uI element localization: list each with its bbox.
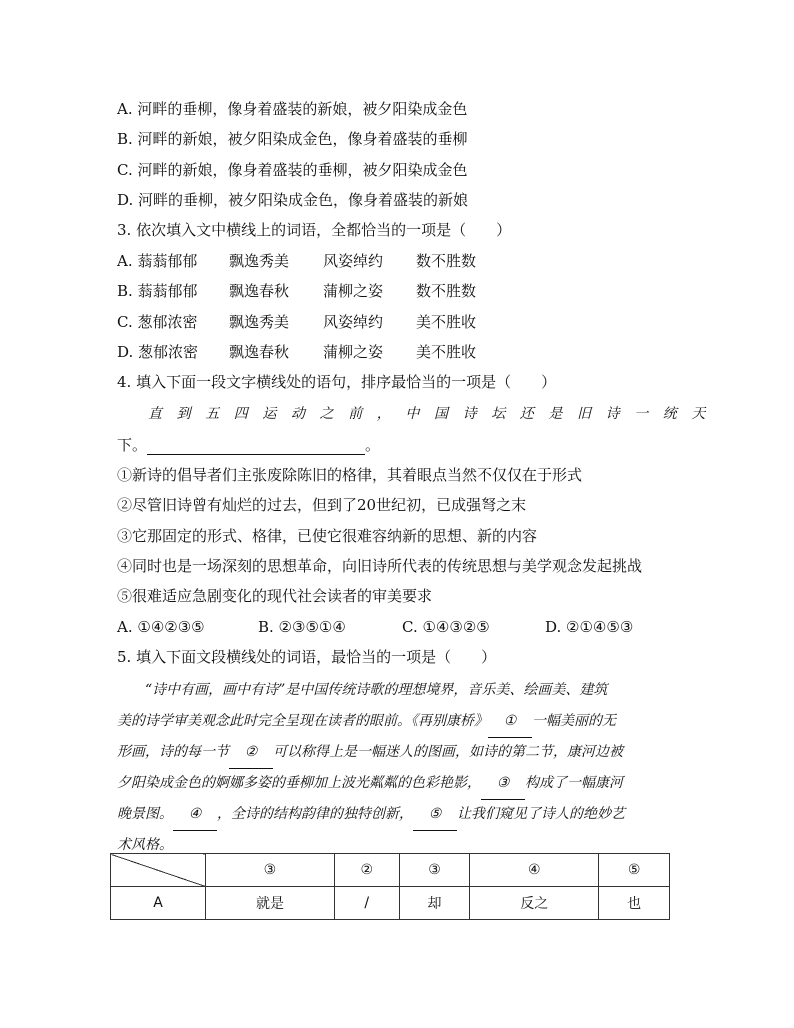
table-header-cell: ④	[470, 854, 599, 887]
q5-passage-line3: 形画，诗的每一节 ② 可以称得上是一幅迷人的图画，如诗的第二节，康河边被	[117, 737, 677, 769]
q4-item-3: ③它那固定的形式、格律，已使它很难容纳新的思想、新的内容	[117, 527, 538, 545]
q4-item-5: ⑤很难适应急剧变化的现代社会读者的审美要求	[117, 587, 433, 605]
q5-stem: 5. 填入下面文段横线处的词语，最恰当的一项是（ ）	[117, 648, 497, 666]
q4-item-4: ④同时也是一场深刻的思想革命，向旧诗所代表的传统思想与美学观念发起挑战	[117, 557, 643, 575]
table-header-cell: ③	[399, 854, 470, 887]
q5-passage-line1: “诗中有画，画中有诗”是中国传统诗歌的理想境界，音乐美、绘画美、建筑	[145, 682, 608, 698]
table-cell: /	[334, 887, 399, 920]
q4-passage-line1: 直到五四运动之前，中国诗坛还是旧诗一统天	[148, 406, 720, 422]
table-row-label: A	[111, 887, 206, 920]
q5-passage-line5: 晚景图。 ④ ，全诗的结构韵律的独特创新， ⑤ 让我们窥见了诗人的绝妙艺	[117, 799, 677, 831]
q4-item-2: ②尽管旧诗曾有灿烂的过去，但到了20世纪初，已成强弩之末	[117, 496, 527, 514]
q4-choice-a: A. ①④②③⑤	[117, 618, 205, 636]
q5-passage-line4: 夕阳染成金色的婀娜多姿的垂柳加上波光粼粼的色彩艳影， ③ 构成了一幅康河	[117, 768, 677, 800]
q5-passage-line6: 术风格。	[117, 837, 173, 853]
table-header-row	[111, 854, 670, 887]
table-cell: 却	[399, 887, 470, 920]
table-corner-cell	[111, 854, 206, 887]
q5-answer-table	[110, 853, 670, 920]
q2-option-b: B. 河畔的新娘，被夕阳染成金色，像身着盛装的垂柳	[117, 130, 468, 148]
q2-option-c: C. 河畔的新娘，像身着盛装的垂柳，被夕阳染成金色	[117, 161, 468, 179]
q4-choice-d: D. ②①④⑤③	[545, 618, 634, 636]
q4-passage-line2: 下。 。	[117, 436, 381, 454]
q5-blank-4: ④	[173, 799, 217, 831]
table-row	[111, 887, 670, 920]
q5-blank-2: ②	[229, 737, 273, 769]
q4-item-1: ①新诗的倡导者们主张废除陈旧的格律，其着眼点当然不仅仅在于形式	[117, 466, 583, 484]
q5-blank-1: ①	[488, 706, 532, 738]
table-header-cell: ⑤	[599, 854, 670, 887]
q5-blank-5: ⑤	[413, 799, 457, 831]
q4-stem: 4. 填入下面一段文字横线处的语句，排序最恰当的一项是（ ）	[117, 373, 557, 391]
table-cell: 反之	[470, 887, 599, 920]
table-cell: 也	[599, 887, 670, 920]
q4-choice-c: C. ①④③②⑤	[402, 618, 490, 636]
q4-choice-b: B. ②③⑤①④	[258, 618, 346, 636]
q3-stem: 3. 依次填入文中横线上的词语，全都恰当的一项是（ ）	[117, 221, 512, 239]
table-header-cell: ③	[206, 854, 335, 887]
q4-fill-blank	[147, 438, 365, 455]
q2-option-a: A. 河畔的垂柳，像身着盛装的新娘，被夕阳染成金色	[117, 100, 468, 118]
q5-passage-line2: 美的诗学审美观念此时完全呈现在读者的眼前。《再别康桥》 ① 一幅美丽的无	[117, 706, 677, 738]
q5-blank-3: ③	[481, 768, 525, 800]
q2-option-d: D. 河畔的垂柳，被夕阳染成金色，像身着盛装的新娘	[117, 191, 469, 209]
table-header-cell: ②	[334, 854, 399, 887]
table-cell: 就是	[206, 887, 335, 920]
document-page: A. 河畔的垂柳，像身着盛装的新娘，被夕阳染成金色 B. 河畔的新娘，被夕阳染成金色，像身着盛装的垂柳 C. 河畔的新娘，像身着盛装的垂柳，被夕阳染成金色 D. 河畔的垂柳，被夕阳染成金色，像身着盛装的新娘 3. 依次填入文中横线上的词语，全都恰当的一项是（ ） A. 蓊蓊郁郁 飘逸秀美 风姿绰约 数不胜数 B. 蓊蓊郁郁 飘逸春秋 蒲柳之姿 数不胜数 C. 葱郁浓密 飘逸秀美 风姿绰约 美不胜收 D. 葱郁浓密 飘逸春秋 蒲柳之姿 美不胜收 4. 填入下面一段文字横线处的语句，排序最恰当的一项是（ ） 直到五四运动之前，中国诗坛还是旧诗一统天 下。 。 ①新诗的倡导者们主张废除陈旧的格律，其着眼点当然不仅仅在于形式 ②尽管旧诗曾有灿烂的过去，但到了20世纪初，已成强弩之末 ③它那固定的形式、格律，已使它很难容纳新的思想、新的内容 ④同时也是一场深刻的思想革命，向旧诗所代表的传统思想与美学观念发起挑战 ⑤很难适应急剧变化的现代社会读者的审美要求 A. ①④②③⑤ B. ②③⑤①④ C. ①④③②⑤ D. ②①④⑤③ 5. 填入下面文段横线处的词语，最恰当的一项是（ ） “诗中有画，画中有诗”是中国传统诗歌的理想境界，音乐美、绘画美、建筑 美的诗学审美观念此时完全呈现在读者的眼前。《再别康桥》 ① 一幅美丽的无 形画，诗的每一节 ② 可以称得上是一幅迷人的图画，如诗的第二节，康河边被 夕阳染成金色的婀娜多姿的垂柳加上波光粼粼的色彩艳影， ③ 构成了一幅康河 晚景图。 ④ ，全诗的结构韵律的独特创新， ⑤ 让我们窥见了诗人的绝妙艺 术风格。 ③ ② ③ ④ ⑤ A 就是 / 却 反之 也	[0, 0, 794, 1028]
